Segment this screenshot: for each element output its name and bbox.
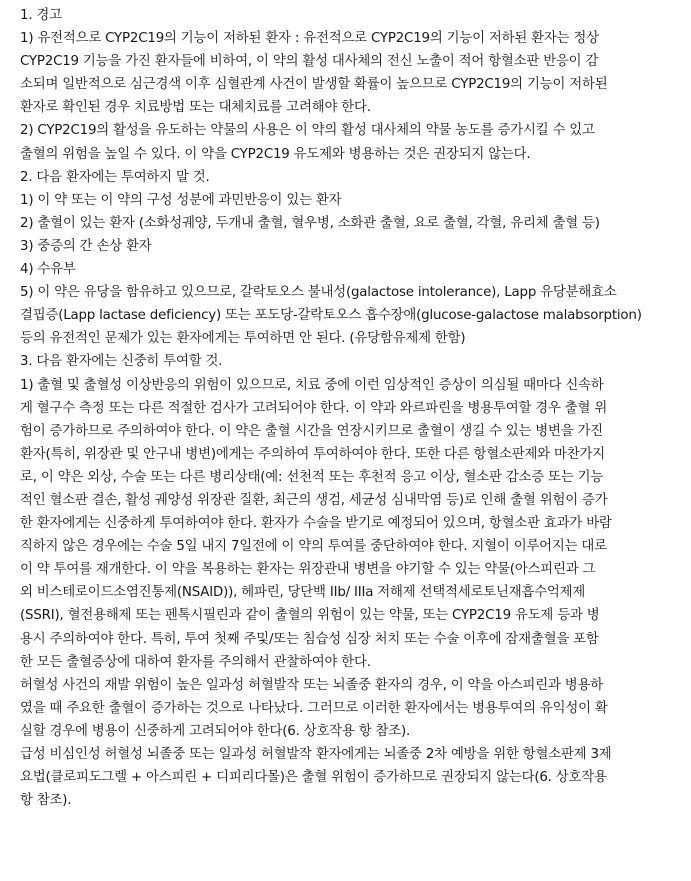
text-line: 환자로 확인된 경우 치료방법 또는 대체치료를 고려해야 한다. — [20, 100, 371, 116]
text-line: 요법(클로피도그렐 + 아스피린 + 디피리다몰)은 출혈 위험이 증가하므로 권장되지 않는다(6. 상호작용 — [20, 770, 607, 786]
text-line: 결핍증(Lapp lactase deficiency) 또는 포도당-갈락토오스 흡수장애(glucose-galactose malabsorption) — [20, 308, 642, 324]
text-line: 게 혈구수 측정 또는 다른 적절한 검사가 고려되어야 한다. 이 약과 와르파린을 병용투여할 경우 출혈 위 — [20, 400, 608, 416]
text-line: 이 약 투여를 재개한다. 이 약을 복용하는 환자는 위장관내 병변을 야기할 수 있는 약물(아스피린과 그 — [20, 562, 596, 578]
text-line: (SSRI), 혈전용해제 또는 펜톡시필린과 같이 출혈의 위험이 있는 약물, 또는 CYP2C19 유도제 등과 병 — [20, 608, 600, 624]
text-line: 2) CYP2C19의 활성을 유도하는 약물의 사용은 이 약의 활성 대사체의 약물 농도를 증가시킬 수 있고 — [20, 123, 595, 139]
text-line: 1) 출혈 및 출혈성 이상반응의 위험이 있으므로, 치료 중에 이런 임상적인 증상이 의심될 때마다 신속하 — [20, 377, 604, 393]
text-line: 항 참조). — [20, 793, 72, 809]
text-line: 용시 주의하여야 한다. 특히, 투여 첫째 주및/또는 침습성 심장 처치 또는 수술 이후에 잠재출혈을 포함 — [20, 631, 599, 647]
text-line: 외 비스테로이드소염진통제(NSAID)), 헤파린, 당단백 IIb/ IIIa 저해제 선택적세로토닌재흡수억제제 — [20, 585, 586, 601]
text-line: CYP2C19 기능을 가진 환자들에 비하여, 이 약의 활성 대사체의 전신 노출이 적어 항혈소판 반응이 감 — [20, 54, 599, 70]
text-line: 소되며 일반적으로 심근경색 이후 심혈관계 사건이 발생할 확률이 높으므로 CYP2C19의 기능이 저하된 — [20, 77, 608, 93]
text-line: 출혈의 위험을 높일 수 있다. 이 약을 CYP2C19 유도제와 병용하는 것은 권장되지 않는다. — [20, 146, 531, 162]
text-line: 4) 수유부 — [20, 262, 76, 278]
text-line: 한 환자에게는 신중하게 투여하여야 한다. 환자가 수술을 받기로 예정되어 있으며, 항혈소판 효과가 바람 — [20, 516, 612, 532]
text-line: 험이 증가하므로 주의하여야 한다. 이 약은 출혈 시간을 연장시키므로 출혈이 생길 수 있는 병변을 가진 — [20, 423, 603, 439]
text-line: 3) 중증의 간 손상 환자 — [20, 238, 152, 254]
text-line: 직하지 않은 경우에는 수술 5일 내지 7일전에 이 약의 투여를 중단하여야 한다. 지혈이 이루어지는 대로 — [20, 539, 607, 555]
text-line: 실할 경우에 병용이 신중하게 고려되어야 한다(6. 상호작용 항 참조). — [20, 723, 411, 739]
text-line: 2) 출혈이 있는 환자 (소화성궤양, 두개내 출혈, 혈우병, 소화관 출혈, 요로 출혈, 각혈, 유리체 출혈 등) — [20, 215, 600, 231]
text-line: 급성 비심인성 허혈성 뇌졸중 또는 일과성 허혈발작 환자에게는 뇌졸중 2차 예방을 위한 항혈소판제 3제 — [20, 747, 612, 762]
text-line: 등의 유전적인 문제가 있는 환자에게는 투여하면 안 된다. (유당함유제제 한함) — [20, 331, 466, 347]
text-line: 한 모든 출혈증상에 대하여 환자를 주의해서 관찰하여야 한다. — [20, 654, 371, 670]
text-line: 적인 혈소판 결손, 활성 궤양성 위장관 질환, 최근의 생검, 세균성 심내막염 등)로 인해 출혈 위험이 증가 — [20, 492, 608, 508]
text-line: 5) 이 약은 유당을 함유하고 있으므로, 갈락토오스 불내성(galactose intolerance), Lapp 유당분해효소 — [20, 285, 617, 301]
section-heading-contraindications: 2. 다음 환자에는 투여하지 말 것. — [20, 169, 210, 185]
text-line: 로, 이 약은 외상, 수술 또는 다른 병리상태(예: 선천적 또는 후천적 응고 이상, 혈소판 감소증 또는 기능 — [20, 469, 604, 485]
text-line: 였을 때 주요한 출혈이 증가하는 것으로 나타났다. 그러므로 이러한 환자에서는 병용투여의 유익성이 확 — [20, 700, 608, 716]
section-heading-precautions: 3. 다음 환자에는 신중히 투여할 것. — [20, 354, 223, 370]
text-line: 환자(특히, 위장관 및 안구내 병변)에게는 주의하여 투여하여야 한다. 또한 다른 항혈소판제와 마찬가지 — [20, 446, 605, 462]
section-heading-warnings: 1. 경고 — [20, 8, 62, 23]
text-line: 1) 이 약 또는 이 약의 구성 성분에 과민반응이 있는 환자 — [20, 192, 342, 208]
text-line: 허혈성 사건의 재발 위험이 높은 일과성 허혈발작 또는 뇌졸중 환자의 경우, 이 약을 아스피린과 병용하 — [20, 677, 603, 693]
text-line: 1) 유전적으로 CYP2C19의 기능이 저하된 환자 : 유전적으로 CYP2C19의 기능이 저하된 환자는 정상 — [20, 31, 599, 47]
